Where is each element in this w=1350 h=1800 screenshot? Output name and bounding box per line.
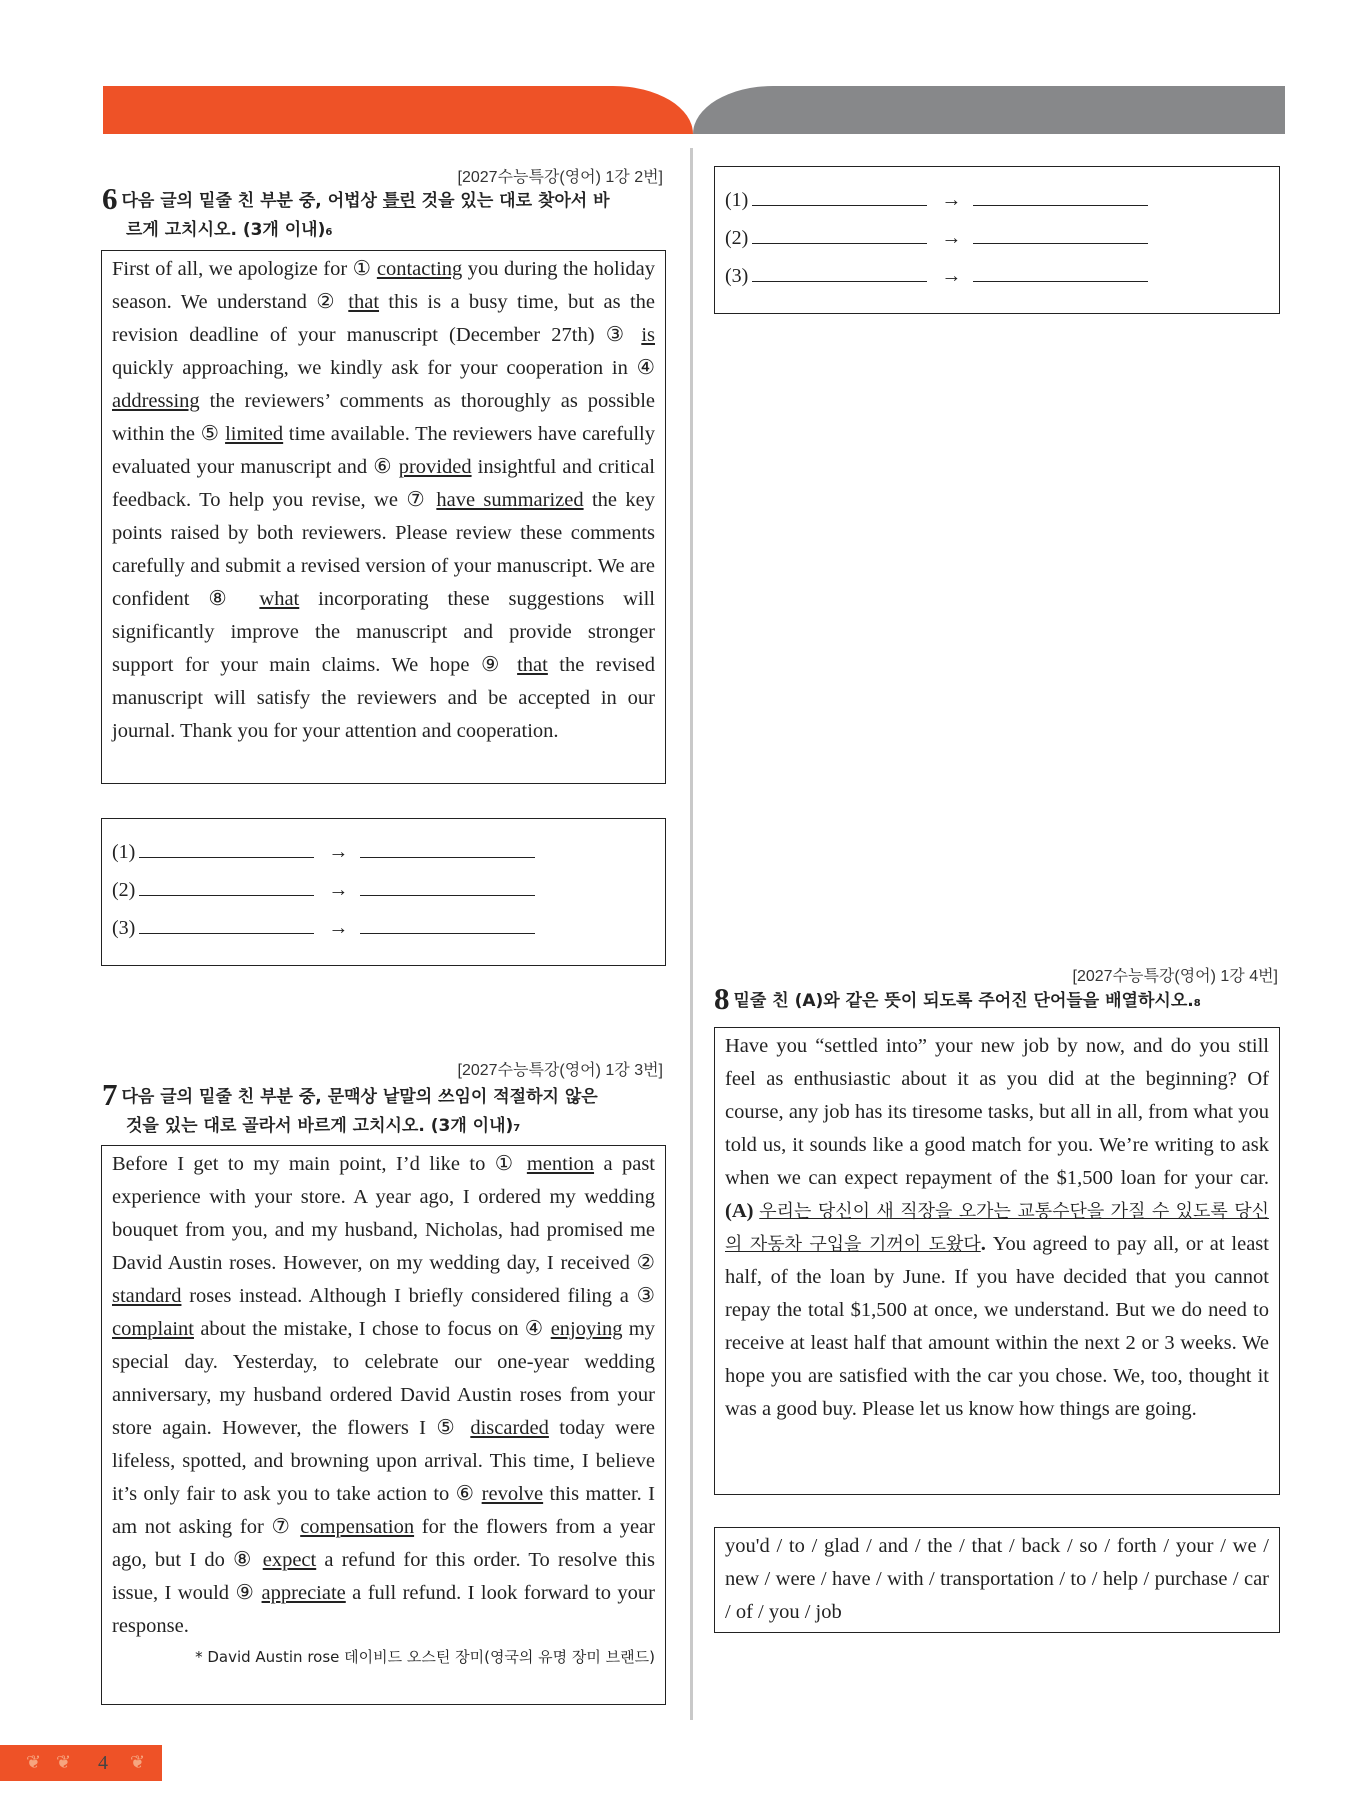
q8-passage: Have you “settled into” your new job by now, and do you still feel as enthusiastic about it as you did at the beginning? Of course, any job has its tiresome tasks, but all in all, from what you told us, it sounds like a good match for you. We’re writing to ask when we can expect repayment of the $1,500 loan for your car. (A) 우리는 당신이 새 직장을 오가는 교통수단을 가질 수 있도록 당신의 자동차 구입을 기꺼이 도왔다. You agreed to pay all, or at least half, of the loan by June. If you have decided that you cannot repay the total $1,500 at once, we understand. But we do need to receive at least half that amount within the next 2 or 3 weeks. We hope you are satisfied with the car you chose. We, too, thought it was a good buy. Please let us know how things are going. bbox=[714, 1027, 1280, 1495]
leaf-icon: ❦ bbox=[56, 1752, 72, 1772]
answer-blank[interactable] bbox=[973, 263, 1148, 282]
answer-row-2: (2) → bbox=[112, 871, 655, 909]
q6-source: [2027수능특강(영어) 1강 2번] bbox=[457, 169, 663, 186]
answer-blank[interactable] bbox=[139, 915, 314, 934]
q8-source: [2027수능특강(영어) 1강 4번] bbox=[1072, 968, 1278, 985]
q7-source: [2027수능특강(영어) 1강 3번] bbox=[457, 1062, 663, 1079]
leaf-icon: ❦ bbox=[26, 1752, 42, 1772]
q6-number: 6 bbox=[102, 181, 118, 216]
answer-blank[interactable] bbox=[752, 263, 927, 282]
answer-blank[interactable] bbox=[139, 839, 314, 858]
answer-row-3: (3) → bbox=[112, 909, 655, 947]
header-band-gray bbox=[693, 86, 1285, 134]
page-number: 4 bbox=[98, 1752, 108, 1774]
answer-blank[interactable] bbox=[360, 839, 535, 858]
q7-passage: Before I get to my main point, I’d like to ① mention a past experience with your store. A year ago, I ordered my wedding bouquet from you, and my husband, Nicholas, had promised me David Austin roses. However, on my wedding day, I received ② standard roses instead. Although I briefly considered filing a ③ complaint about the mistake, I chose to focus on ④ enjoying my special day. Yesterday, to celebrate our one-year wedding anniversary, my husband ordered David Austin roses from your store again. However, the flowers I ⑤ discarded today were lifeless, spotted, and browning upon arrival. This time, I believe it’s only fair to ask you to take action to ⑥ revolve this matter. I am not asking for ⑦ compensation for the flowers from a year ago, but I do ⑧ expect a refund for this order. To resolve this issue, I would ⑨ appreciate a full refund. I look forward to your response. * David Austin rose 데이비드 오스틴 장미(영국의 유명 장미 브랜드) bbox=[101, 1145, 666, 1705]
answer-blank[interactable] bbox=[973, 225, 1148, 244]
answer-blank[interactable] bbox=[752, 187, 927, 206]
leaf-icon: ❦ bbox=[130, 1752, 146, 1772]
answer-blank[interactable] bbox=[973, 187, 1148, 206]
q6-passage: First of all, we apologize for ① contacting you during the holiday season. We understand ② that this is a busy time, but as the revision deadline of your manuscript (December 27th) ③ is quickly approaching, we kindly ask for your cooperation in ④ addressing the reviewers’ comments as thoroughly as possible within the ⑤ limited time available. The reviewers have carefully evaluated your manuscript and ⑥ provided insightful and critical feedback. To help you revise, we ⑦ have summarized the key points raised by both reviewers. Please review these comments carefully and submit a revised version of your manuscript. We are confident ⑧ what incorporating these suggestions will significantly improve the manuscript and provide stronger support for your main claims. We hope ⑨ that the revised manuscript will satisfy the reviewers and be accepted in our journal. Thank you for your attention and cooperation. bbox=[101, 250, 666, 784]
answer-blank[interactable] bbox=[360, 915, 535, 934]
q6-title: 6 다음 글의 밑줄 친 부분 중, 어법상 틀린 것을 있는 대로 찾아서 바 르게 고치시오. (3개 이내)6 bbox=[102, 181, 610, 240]
q7-number: 7 bbox=[102, 1077, 118, 1112]
column-divider bbox=[690, 148, 693, 1720]
answer-blank[interactable] bbox=[360, 877, 535, 896]
answer-blank[interactable] bbox=[139, 877, 314, 896]
q7-answer-box bbox=[714, 166, 1280, 314]
q7-footnote: * David Austin rose 데이비드 오스틴 장미(영국의 유명 장미 브랜드) bbox=[195, 1648, 655, 1666]
answer-row-1: (1) → bbox=[725, 181, 1269, 219]
q8-number: 8 bbox=[714, 981, 730, 1016]
header-band-orange bbox=[103, 86, 693, 134]
q8-title: 8 밑줄 친 (A)와 같은 뜻이 되도록 주어진 단어들을 배열하시오.8 bbox=[714, 981, 1201, 1016]
answer-row-3: (3) → bbox=[725, 257, 1269, 295]
answer-row-1: (1) → bbox=[112, 833, 655, 871]
answer-blank[interactable] bbox=[752, 225, 927, 244]
q8-word-bank: you'd / to / glad / and / the / that / back / so / forth / your / we / new / were / have / with / transportation / to / help / purchase / car / of / you / job bbox=[714, 1527, 1280, 1633]
q6-answer-box bbox=[101, 818, 666, 966]
answer-row-2: (2) → bbox=[725, 219, 1269, 257]
q7-title: 7 다음 글의 밑줄 친 부분 중, 문맥상 낱말의 쓰임이 적절하지 않은 것을 있는 대로 골라서 바르게 고치시오. (3개 이내)7 bbox=[102, 1077, 598, 1136]
